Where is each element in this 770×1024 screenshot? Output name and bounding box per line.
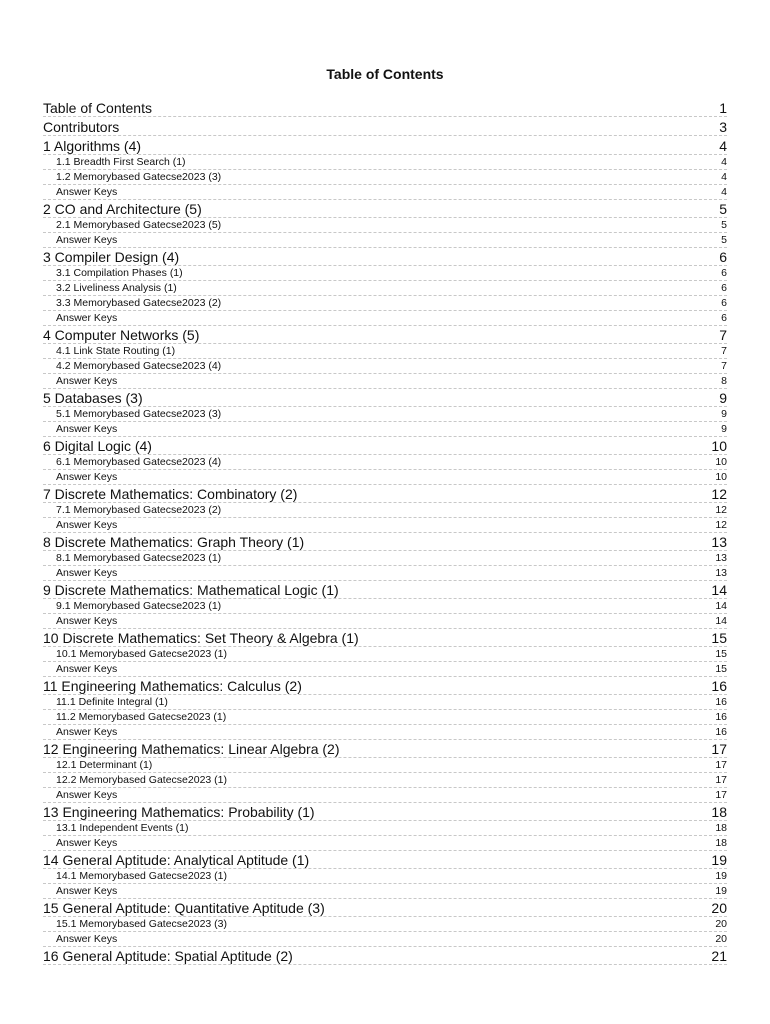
toc-section-entry[interactable] [43, 662, 727, 677]
toc-entry-page-number: 19 [715, 885, 727, 897]
toc-entry-title: Answer Keys [56, 567, 118, 579]
toc-entry-page-number: 6 [721, 267, 727, 279]
toc-entry-page-number: 6 [721, 297, 727, 309]
toc-entry-title: 2 CO and Architecture (5) [43, 201, 202, 217]
toc-entry-title: 15.1 Memorybased Gatecse2023 (3) [56, 918, 228, 930]
toc-entry-title: 12.1 Determinant (1) [56, 759, 153, 771]
toc-entry-page-number: 7 [721, 360, 727, 372]
toc-section-entry[interactable] [43, 455, 727, 470]
toc-entry-page-number: 17 [715, 759, 727, 771]
toc-chapter-entry[interactable] [43, 803, 727, 821]
toc-entry-page-number: 16 [711, 678, 727, 694]
toc-chapter-entry[interactable] [43, 581, 727, 599]
toc-entry-page-number: 21 [711, 948, 727, 964]
toc-chapter-entry[interactable] [43, 248, 727, 266]
toc-entry-title: 6 Digital Logic (4) [43, 438, 152, 454]
toc-entry-title: Answer Keys [56, 726, 118, 738]
toc-section-entry[interactable] [43, 470, 727, 485]
toc-entry-title: 8 Discrete Mathematics: Graph Theory (1) [43, 534, 305, 550]
toc-entry-page-number: 7 [719, 327, 727, 343]
toc-entry-title: 16 General Aptitude: Spatial Aptitude (2) [43, 948, 293, 964]
toc-entry-title: 1.1 Breadth First Search (1) [56, 156, 186, 168]
toc-chapter-entry[interactable] [43, 117, 727, 136]
toc-section-entry[interactable] [43, 758, 727, 773]
toc-section-entry[interactable] [43, 788, 727, 803]
toc-entry-page-number: 14 [715, 600, 727, 612]
toc-entry-title: Answer Keys [56, 663, 118, 675]
toc-entry-title: 9.1 Memorybased Gatecse2023 (1) [56, 600, 222, 612]
toc-entry-title: 4 Computer Networks (5) [43, 327, 200, 343]
toc-entry-title: 13.1 Independent Events (1) [56, 822, 189, 834]
toc-entry-page-number: 4 [721, 156, 727, 168]
toc-list [43, 99, 727, 965]
toc-entry-page-number: 5 [719, 201, 727, 217]
toc-entry-page-number: 12 [715, 519, 727, 531]
toc-entry-title: 14.1 Memorybased Gatecse2023 (1) [56, 870, 228, 882]
toc-entry-page-number: 13 [715, 552, 727, 564]
toc-section-entry[interactable] [43, 155, 727, 170]
toc-entry-page-number: 16 [715, 711, 727, 723]
toc-entry-page-number: 18 [711, 804, 727, 820]
toc-entry-title: 11.2 Memorybased Gatecse2023 (1) [56, 711, 227, 723]
toc-section-entry[interactable] [43, 281, 727, 296]
toc-entry-title: Answer Keys [56, 471, 118, 483]
toc-entry-title: Contributors [43, 119, 120, 135]
toc-entry-title: Table of Contents [43, 100, 152, 116]
toc-entry-page-number: 3 [719, 119, 727, 135]
toc-section-entry[interactable] [43, 614, 727, 629]
toc-section-entry[interactable] [43, 821, 727, 836]
toc-entry-page-number: 4 [719, 138, 727, 154]
toc-entry-title: 6.1 Memorybased Gatecse2023 (4) [56, 456, 222, 468]
toc-entry-page-number: 9 [721, 423, 727, 435]
toc-chapter-entry[interactable] [43, 389, 727, 407]
toc-section-entry[interactable] [43, 407, 727, 422]
toc-entry-page-number: 15 [715, 648, 727, 660]
toc-entry-title: 3.3 Memorybased Gatecse2023 (2) [56, 297, 222, 309]
toc-entry-page-number: 15 [711, 630, 727, 646]
toc-entry-page-number: 14 [711, 582, 727, 598]
toc-section-entry[interactable] [43, 374, 727, 389]
page-title: Table of Contents [326, 66, 444, 82]
toc-entry-title: 7.1 Memorybased Gatecse2023 (2) [56, 504, 222, 516]
toc-section-entry[interactable] [43, 647, 727, 662]
toc-section-entry[interactable] [43, 551, 727, 566]
toc-section-entry[interactable] [43, 185, 727, 200]
toc-entry-page-number: 19 [715, 870, 727, 882]
toc-section-entry[interactable] [43, 566, 727, 581]
toc-entry-title: 14 General Aptitude: Analytical Aptitude (1) [43, 852, 310, 868]
toc-entry-page-number: 17 [715, 774, 727, 786]
toc-entry-page-number: 13 [711, 534, 727, 550]
toc-section-entry[interactable] [43, 932, 727, 947]
toc-section-entry[interactable] [43, 884, 727, 899]
toc-entry-title: 4.2 Memorybased Gatecse2023 (4) [56, 360, 222, 372]
toc-chapter-entry[interactable] [43, 533, 727, 551]
toc-entry-page-number: 4 [721, 186, 727, 198]
toc-entry-title: 9 Discrete Mathematics: Mathematical Logic (1) [43, 582, 339, 598]
toc-entry-page-number: 12 [715, 504, 727, 516]
toc-section-entry[interactable] [43, 695, 727, 710]
toc-entry-title: 3.1 Compilation Phases (1) [56, 267, 183, 279]
toc-entry-page-number: 9 [719, 390, 727, 406]
toc-entry-page-number: 19 [711, 852, 727, 868]
toc-section-entry[interactable] [43, 422, 727, 437]
toc-entry-title: 11.1 Definite Integral (1) [56, 696, 168, 708]
toc-entry-page-number: 6 [721, 312, 727, 324]
toc-entry-page-number: 4 [721, 171, 727, 183]
toc-chapter-entry[interactable] [43, 677, 727, 695]
toc-entry-title: 8.1 Memorybased Gatecse2023 (1) [56, 552, 222, 564]
toc-section-entry[interactable] [43, 725, 727, 740]
toc-entry-title: Answer Keys [56, 234, 118, 246]
toc-entry-page-number: 16 [715, 726, 727, 738]
toc-section-entry[interactable] [43, 599, 727, 614]
toc-entry-title: Answer Keys [56, 186, 118, 198]
toc-entry-page-number: 16 [715, 696, 727, 708]
toc-entry-page-number: 14 [715, 615, 727, 627]
toc-entry-page-number: 10 [711, 438, 727, 454]
toc-entry-page-number: 6 [719, 249, 727, 265]
toc-section-entry[interactable] [43, 218, 727, 233]
toc-entry-page-number: 1 [719, 100, 727, 116]
toc-entry-title: 15 General Aptitude: Quantitative Aptitude (3) [43, 900, 325, 916]
toc-entry-title: Answer Keys [56, 933, 118, 945]
toc-entry-title: Answer Keys [56, 519, 118, 531]
toc-entry-title: 5.1 Memorybased Gatecse2023 (3) [56, 408, 222, 420]
toc-chapter-entry[interactable] [43, 200, 727, 218]
toc-entry-page-number: 15 [715, 663, 727, 675]
toc-entry-page-number: 13 [715, 567, 727, 579]
toc-entry-title: 12.2 Memorybased Gatecse2023 (1) [56, 774, 228, 786]
toc-entry-title: 2.1 Memorybased Gatecse2023 (5) [56, 219, 222, 231]
toc-section-entry[interactable] [43, 233, 727, 248]
toc-entry-page-number: 5 [721, 234, 727, 246]
toc-chapter-entry[interactable] [43, 437, 727, 455]
toc-section-entry[interactable] [43, 773, 727, 788]
toc-entry-title: 13 Engineering Mathematics: Probability (1) [43, 804, 315, 820]
toc-entry-title: Answer Keys [56, 312, 118, 324]
toc-chapter-entry[interactable] [43, 99, 727, 117]
toc-section-entry[interactable] [43, 836, 727, 851]
toc-section-entry[interactable] [43, 170, 727, 185]
toc-chapter-entry[interactable] [43, 485, 727, 503]
toc-entry-page-number: 7 [721, 345, 727, 357]
toc-entry-title: 7 Discrete Mathematics: Combinatory (2) [43, 486, 298, 502]
toc-chapter-entry[interactable] [43, 947, 727, 965]
toc-section-entry[interactable] [43, 917, 727, 932]
toc-entry-title: Answer Keys [56, 885, 118, 897]
toc-entry-page-number: 9 [721, 408, 727, 420]
toc-chapter-entry[interactable] [43, 326, 727, 344]
toc-entry-title: Answer Keys [56, 837, 118, 849]
toc-entry-title: 4.1 Link State Routing (1) [56, 345, 176, 357]
toc-entry-page-number: 20 [715, 918, 727, 930]
toc-entry-title: Answer Keys [56, 615, 118, 627]
toc-entry-title: 5 Databases (3) [43, 390, 143, 406]
toc-entry-title: 1.2 Memorybased Gatecse2023 (3) [56, 171, 222, 183]
toc-chapter-entry[interactable] [43, 899, 727, 917]
toc-entry-title: 3.2 Liveliness Analysis (1) [56, 282, 177, 294]
toc-entry-page-number: 10 [715, 471, 727, 483]
toc-entry-title: 1 Algorithms (4) [43, 138, 142, 154]
toc-chapter-entry[interactable] [43, 629, 727, 647]
toc-section-entry[interactable] [43, 503, 727, 518]
toc-section-entry[interactable] [43, 296, 727, 311]
toc-entry-title: 11 Engineering Mathematics: Calculus (2) [43, 678, 302, 694]
toc-entry-page-number: 20 [715, 933, 727, 945]
toc-entry-page-number: 18 [715, 822, 727, 834]
toc-entry-page-number: 18 [715, 837, 727, 849]
toc-chapter-entry[interactable] [43, 740, 727, 758]
toc-entry-page-number: 20 [711, 900, 727, 916]
toc-entry-page-number: 17 [715, 789, 727, 801]
toc-entry-page-number: 5 [721, 219, 727, 231]
toc-section-entry[interactable] [43, 869, 727, 884]
toc-entry-title: Answer Keys [56, 789, 118, 801]
toc-section-entry[interactable] [43, 710, 727, 725]
toc-section-entry[interactable] [43, 518, 727, 533]
toc-entry-title: 10.1 Memorybased Gatecse2023 (1) [56, 648, 228, 660]
toc-section-entry[interactable] [43, 266, 727, 281]
toc-entry-title: Answer Keys [56, 423, 118, 435]
toc-chapter-entry[interactable] [43, 136, 727, 155]
toc-entry-page-number: 8 [721, 375, 727, 387]
toc-entry-page-number: 10 [715, 456, 727, 468]
toc-entry-title: 12 Engineering Mathematics: Linear Algebra (2) [43, 741, 340, 757]
toc-entry-page-number: 6 [721, 282, 727, 294]
toc-entry-page-number: 17 [711, 741, 727, 757]
toc-section-entry[interactable] [43, 344, 727, 359]
toc-entry-title: 3 Compiler Design (4) [43, 249, 180, 265]
toc-entry-title: 10 Discrete Mathematics: Set Theory & Algebra (1) [43, 630, 359, 646]
toc-section-entry[interactable] [43, 311, 727, 326]
toc-section-entry[interactable] [43, 359, 727, 374]
toc-entry-page-number: 12 [711, 486, 727, 502]
toc-chapter-entry[interactable] [43, 851, 727, 869]
toc-entry-title: Answer Keys [56, 375, 118, 387]
